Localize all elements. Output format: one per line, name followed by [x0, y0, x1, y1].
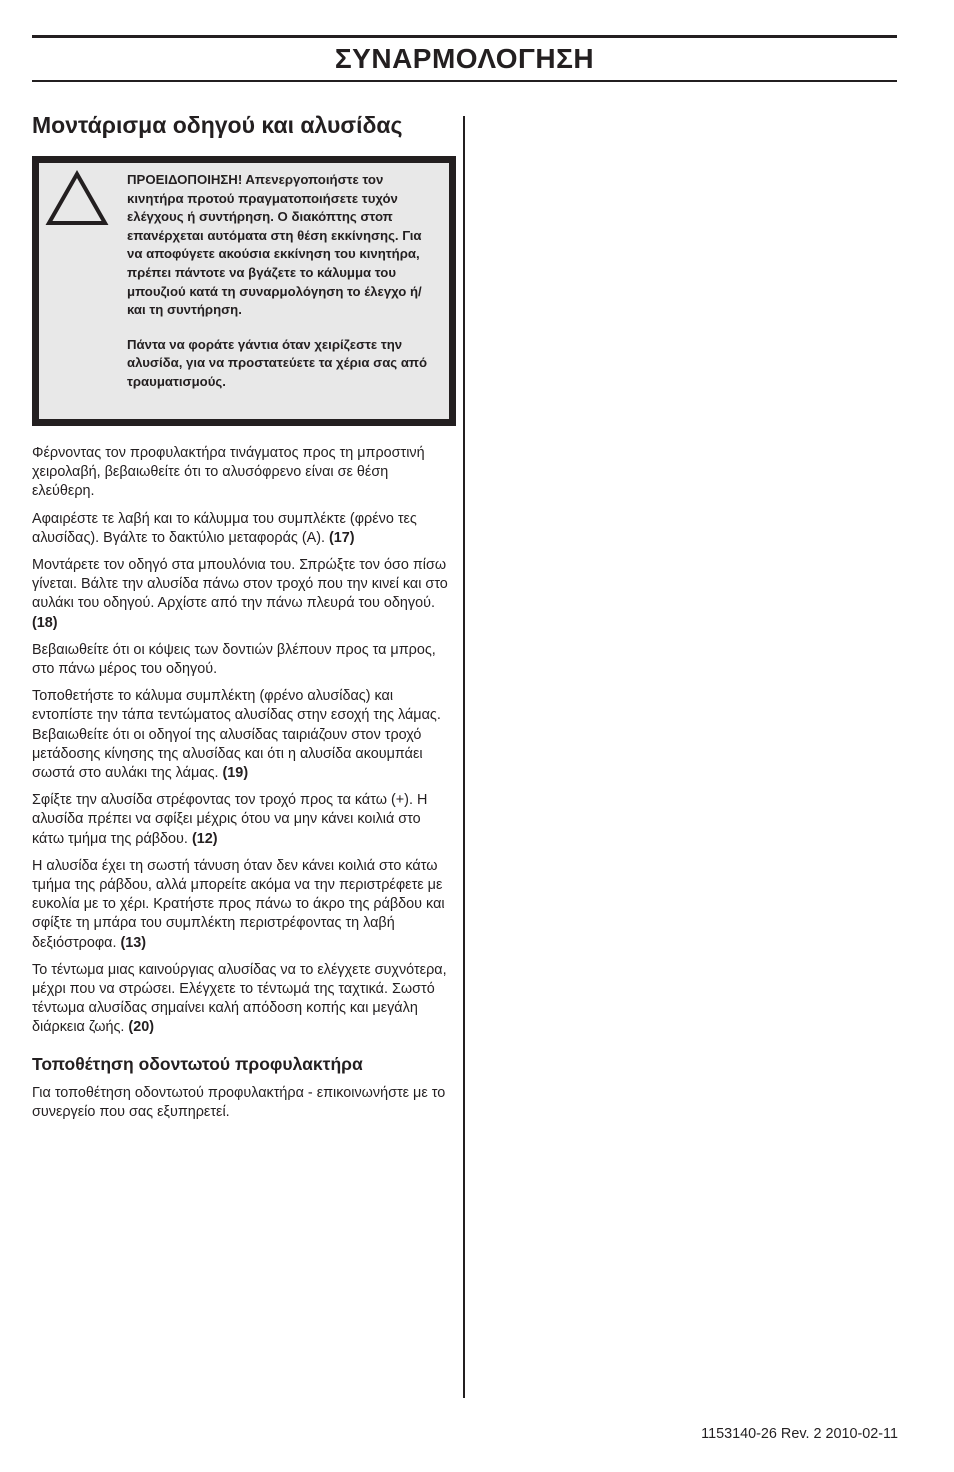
- body-paragraph: [32, 444, 450, 502]
- paragraph-text: Βεβαιωθείτε ότι οι κόψεις των δοντιών βλέπουν προς τα μπρος, στο πάνω μέρος του οδηγού.: [32, 641, 436, 678]
- paragraph-text: Αφαιρέστε τε λαβή και το κάλυμμα του συμπλέκτε (φρένο τες αλυσίδας). Βγάλτε το δακτύλιο μεταφοράς (A).: [32, 510, 417, 546]
- paragraph-text: Το τέντωμα μιας καινούργιας αλυσίδας να το ελέγχετε συχνότερα, μέχρι που να στρώσει. Ελέγχετε το τέντωμά της ταχτικά. Σωστό τέντωμα αλυσίδας σημαίνει καλή απόδοση κοπής και μεγάλη διάρκεια ζωής.: [32, 961, 447, 1036]
- body-paragraph: [32, 641, 450, 679]
- figure-ref: (20): [128, 1019, 154, 1036]
- paragraph-text: Τοποθετήστε το κάλυμα συμπλέκτη (φρένο αλυσίδας) και εντοπίστε την τάπα τεντώματος αλυσίδας στην εσοχή της λάμας. Βεβαιωθείτε ότι οι οδηγοί της αλυσίδας ταιριάζουν στον τροχό μετάδοσης κίνησης της αλυσίδας και ότι η αλυσίδα ακουμπάει σωστά στο αυλάκι της λάμας.: [32, 688, 441, 782]
- warning-paragraph-1: [127, 171, 439, 320]
- document-reference: 1153140-26 Rev. 2 2010-02-11: [701, 1426, 898, 1442]
- page-title: ΣΥΝΑΡΜΟΛΟΓΗΣΗ: [334, 43, 595, 74]
- warning-paragraph-2: Πάντα να φοράτε γάντια όταν χειρίζεστε την αλυσίδα, για να προστατεύετε τα χέρια σας από τραυματισμούς.: [127, 336, 428, 389]
- figure-ref: (13): [120, 934, 147, 951]
- figure-ref: (19): [222, 765, 249, 782]
- paragraph-text: Μοντάρετε τον οδηγό στα μπουλόνια του. Σπρώξτε τον όσο πίσω γίνεται. Βάλτε την αλυσίδα πάνω στον τροχό που την κινεί και στο αυλάκι του οδηγού. Αρχίστε από την πάνω πλευρά του οδηγού.: [32, 557, 448, 612]
- left-column: [32, 106, 450, 1130]
- warning-text: [127, 171, 439, 392]
- header-rule-top: [32, 35, 897, 38]
- subsection-text: Για τοποθέτηση οδοντωτού προφυλακτήρα - επικοινωνήστε με το συνεργείο που σας εξυπηρετεί.: [32, 1084, 446, 1120]
- paragraph-text: Η αλυσίδα έχει τη σωστή τάνυση όταν δεν κάνει κοιλιά στο κάτω τμήμα της ράβδου, αλλά μπορείτε ακόμα να την περιστρέφετε με ευκολία με το χέρι. Κρατήστε προς πάνω το άκρο της ράβδου και σφίξτε τη μπάρα του συμπλέκτη περιστρέφοντας τη λαβή δεξιόστροφα.: [32, 857, 445, 951]
- warning-triangle-icon: [45, 169, 109, 227]
- figure-ref: (18): [32, 614, 58, 631]
- warning-label: ΠΡΟΕΙΔΟΠΟΙΗΣΗ!: [127, 172, 243, 187]
- warning-box: [32, 156, 456, 426]
- paragraph-text: Φέρνοντας τον προφυλακτήρα τινάγματος προς τη μπροστινή χειρολαβή, βεβαιωθείτε ότι το αλυσόφρενο είναι σε θέση ελεύθερη.: [32, 445, 425, 500]
- section-heading: Μοντάρισμα οδηγού και αλυσίδας: [32, 112, 403, 138]
- body-paragraph: [32, 556, 450, 633]
- body-paragraph: [32, 687, 450, 783]
- body-paragraph: [32, 857, 450, 953]
- warning-text-1: Απενεργοποιήστε τον κινητήρα προτού πραγματοποιήσετε τυχόν ελέγχους ή συντήρηση. Ο διακόπτης στοπ επανέρχεται αυτόματα στη θέση εκκίνησης. Για να αποφύγετε ακούσια εκκίνηση του κινητήρα, πρέπει πάντοτε να βγάζετε το κάλυμμα του μπουζιού κατά τη συναρμολόγηση το έλεγχο ή/και τη συντήρηση.: [127, 172, 422, 318]
- header-rule-bottom: [32, 80, 897, 82]
- body-paragraph: [32, 791, 450, 849]
- figure-ref: (12): [191, 830, 218, 847]
- body-paragraph: [32, 510, 450, 548]
- subsection-heading: Τοποθέτηση οδοντωτού προφυλακτήρα: [32, 1053, 363, 1074]
- body-paragraph: [32, 961, 450, 1038]
- paragraph-text: Σφίξτε την αλυσίδα στρέφοντας τον τροχό προς τα κάτω (+). Η αλυσίδα πρέπει να σφίξει μέχρις ότου να μην κάνει κοιλιά στο κάτω τμήμα της ράβδου.: [32, 792, 428, 847]
- column-divider: [463, 116, 465, 1398]
- figure-ref: (17): [329, 529, 355, 546]
